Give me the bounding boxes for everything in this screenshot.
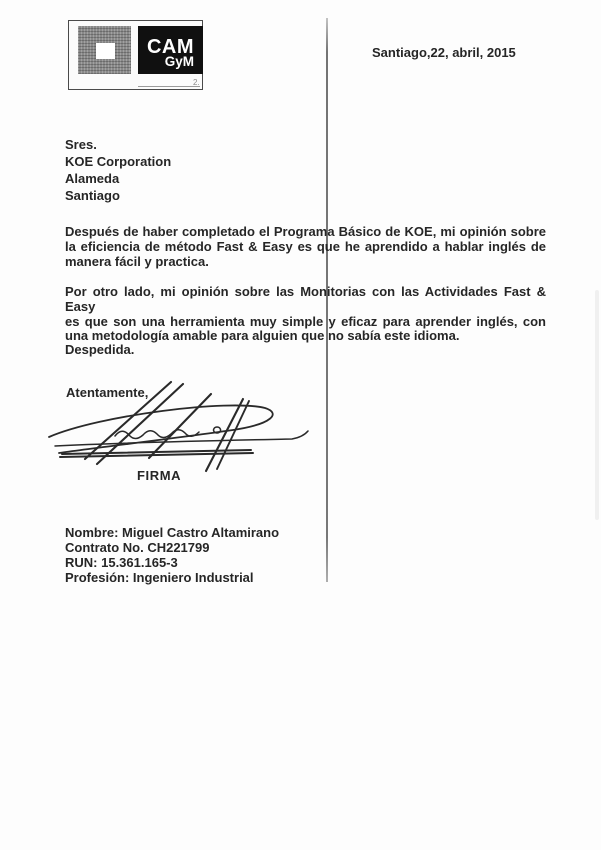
signatory-block bbox=[65, 526, 279, 586]
date-line: Santiago,22, abril, 2015 bbox=[372, 45, 516, 60]
signatory-line: RUN: 15.361.165-3 bbox=[65, 554, 178, 570]
body-line: una metodología amable para alguien que no sabía este idioma. bbox=[65, 328, 460, 344]
company-logo bbox=[68, 20, 203, 90]
signatory-line: Contrato No. CH221799 bbox=[65, 539, 210, 555]
body-paragraph bbox=[65, 225, 546, 269]
closing-line: Atentamente, bbox=[66, 385, 149, 400]
logo-white-square-icon bbox=[96, 43, 115, 59]
signatory-line: Profesión: Ingeniero Industrial bbox=[65, 569, 254, 585]
logo-brand-bottom: GyM bbox=[164, 54, 194, 69]
body-line: Después de haber completado el Programa Básico de KOE, mi opinión sobre bbox=[65, 224, 546, 239]
body-line: Por otro lado, mi opinión sobre las Monitorias con las Actividades Fast & Easy bbox=[65, 284, 546, 314]
recipient-line: KOE Corporation bbox=[65, 154, 172, 169]
body-paragraph bbox=[65, 285, 546, 344]
recipient-line: Sres. bbox=[65, 137, 97, 152]
logo-underline bbox=[138, 86, 200, 87]
recipient-line: Alameda bbox=[65, 171, 120, 186]
body-line: es que son una herramienta muy simple y eficaz para aprender inglés, con bbox=[65, 313, 546, 329]
scan-edge-smudge bbox=[595, 290, 599, 520]
logo-brand-top: CAM bbox=[146, 36, 195, 58]
signature-caption: FIRMA bbox=[137, 468, 182, 483]
signature-ink bbox=[45, 373, 315, 478]
signatory-line: Nombre: Miguel Castro Altamirano bbox=[65, 525, 280, 540]
logo-footnote: 2. bbox=[193, 78, 200, 87]
logo-black-square bbox=[138, 26, 203, 74]
recipient-block bbox=[65, 136, 171, 204]
body-line: manera fácil y practica. bbox=[65, 253, 209, 269]
body-line: la eficiencia de método Fast & Easy es que he aprendido a hablar inglés de bbox=[65, 238, 546, 254]
farewell-line: Despedida. bbox=[65, 342, 135, 357]
logo-gray-square-icon bbox=[78, 26, 131, 74]
recipient-line: Santiago bbox=[65, 188, 120, 203]
